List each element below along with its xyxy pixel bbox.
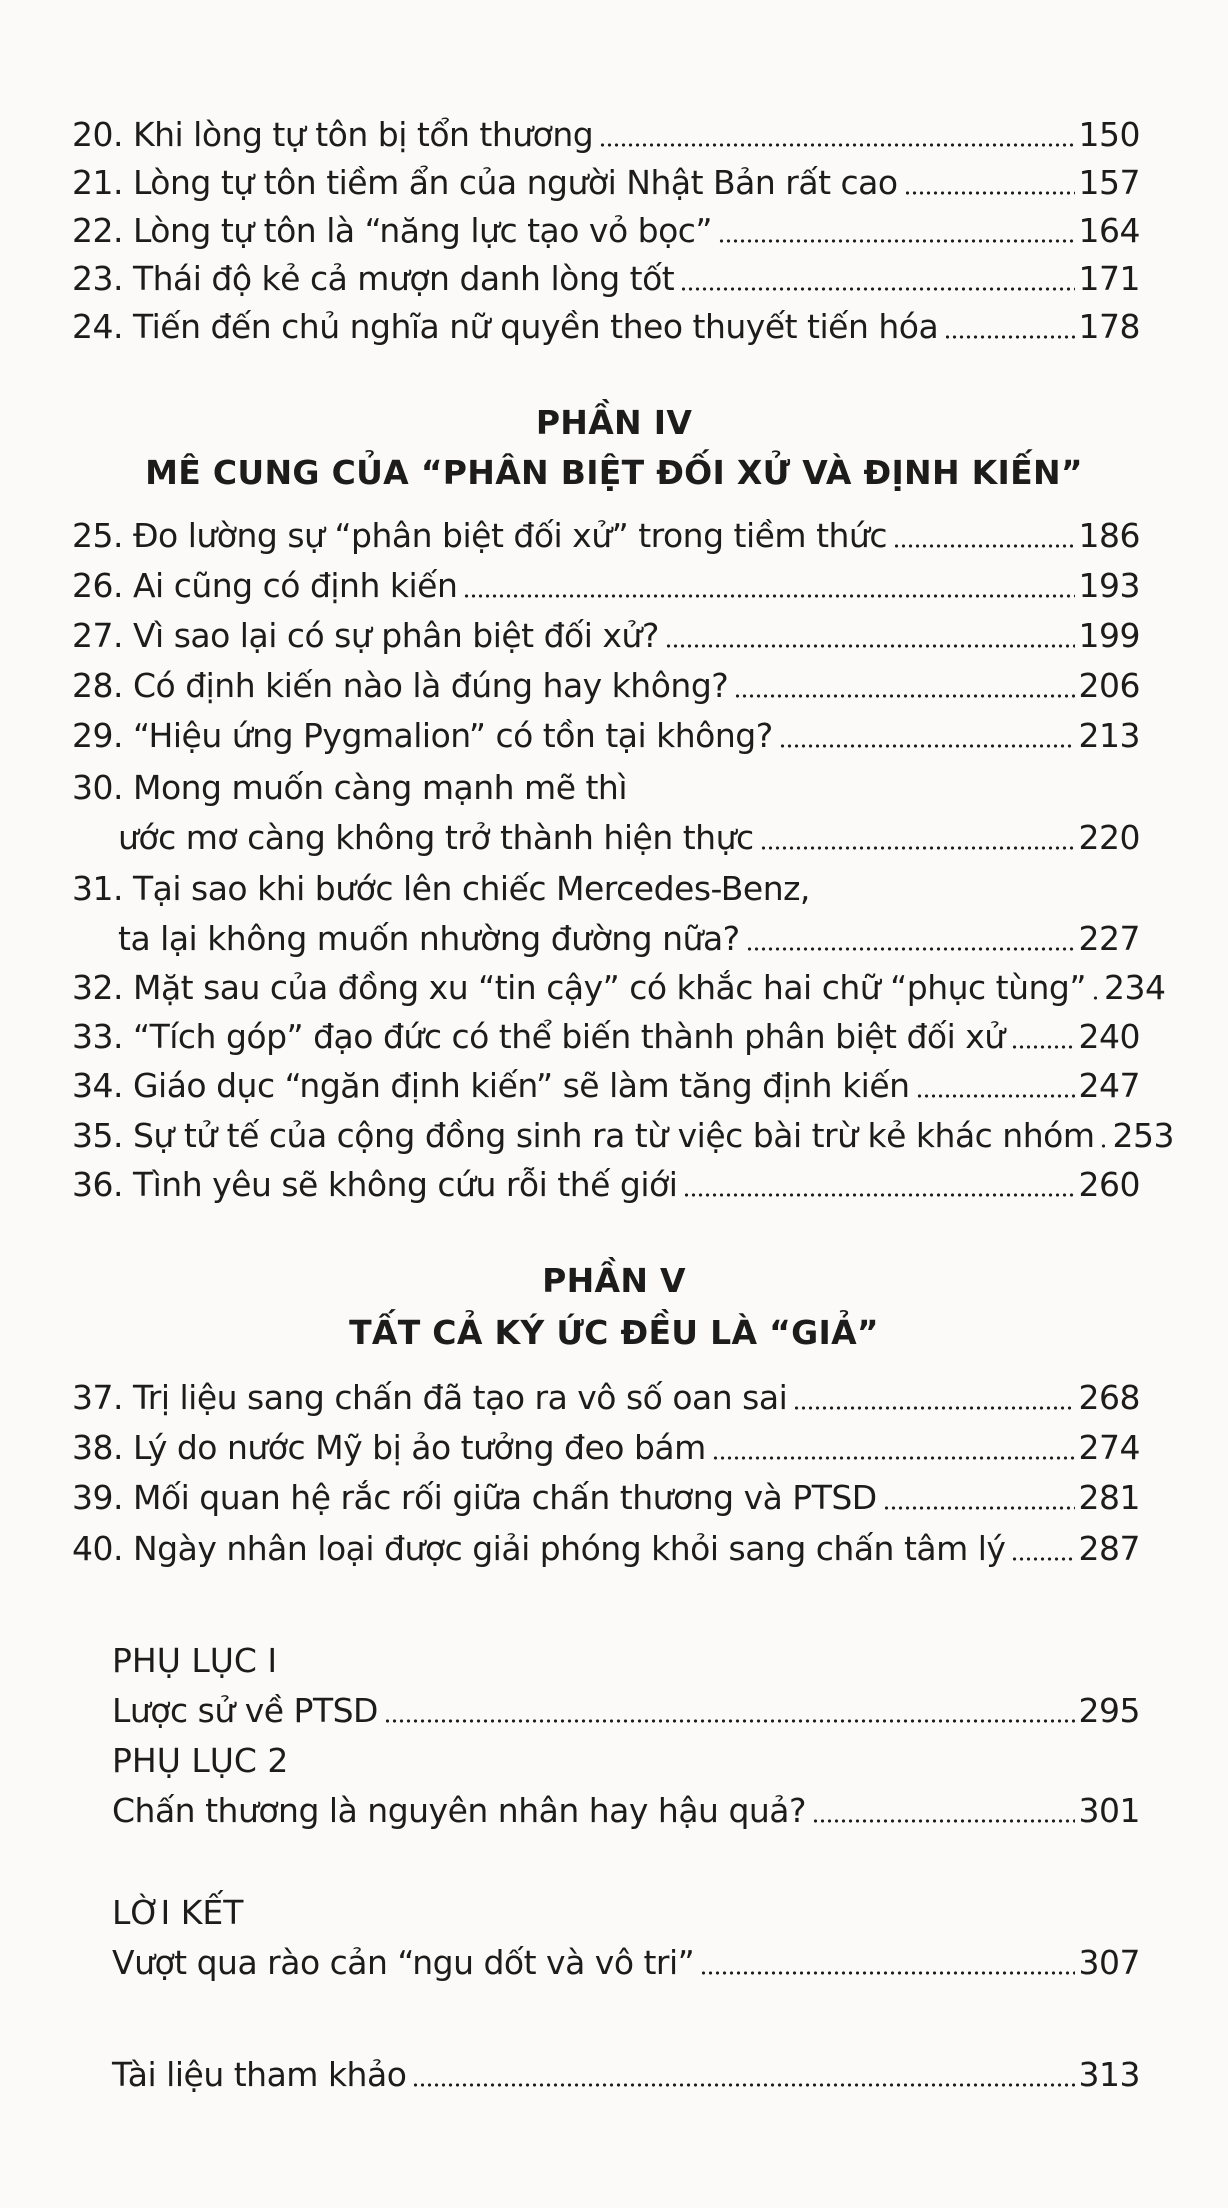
toc-entry-page: 213 <box>1078 716 1140 755</box>
leader-dots <box>812 1819 1074 1823</box>
toc-entry-title: 38. Lý do nước Mỹ bị ảo tưởng đeo bám <box>72 1428 706 1467</box>
toc-entry-title: 20. Khi lòng tự tôn bị tổn thương <box>72 115 594 154</box>
toc-entry-page: 247 <box>1078 1066 1140 1105</box>
toc-entry-title: 32. Mặt sau của đồng xu “tin cậy” có khắc hai chữ “phục tùng” <box>72 968 1086 1007</box>
toc-entry <box>72 965 1166 1011</box>
toc-entry-title: 27. Vì sao lại có sự phân biệt đối xử? <box>72 616 659 655</box>
toc-entry-page: 164 <box>1078 211 1140 250</box>
leader-dots <box>1092 996 1100 1000</box>
toc-entry <box>72 1425 1140 1471</box>
toc-entry-page: 287 <box>1078 1529 1140 1568</box>
toc-entry-page: 260 <box>1078 1165 1140 1204</box>
toc-entry-page: 281 <box>1078 1478 1140 1517</box>
toc-entry-title: 37. Trị liệu sang chấn đã tạo ra vô số oan sai <box>72 1378 788 1417</box>
part-heading: PHẦN V <box>542 1261 686 1300</box>
leader-dots <box>904 191 1075 195</box>
leader-dots <box>944 335 1074 339</box>
toc-entry-title: 40. Ngày nhân loại được giải phóng khỏi sang chấn tâm lý <box>72 1529 1006 1568</box>
epilogue-label: LỜI KẾT <box>112 1893 244 1932</box>
toc-entry-title: 22. Lòng tự tôn là “năng lực tạo vỏ bọc” <box>72 211 712 250</box>
toc-entry <box>72 1014 1140 1060</box>
toc-entry-page: 157 <box>1078 163 1140 202</box>
leader-dots <box>760 846 1075 850</box>
toc-entry-title: 23. Thái độ kẻ cả mượn danh lòng tốt <box>72 259 675 298</box>
toc-entry <box>112 2052 1140 2098</box>
toc-entry-title-continued: ước mơ càng không trở thành hiện thực <box>118 818 754 857</box>
toc-entry-page: 150 <box>1078 115 1140 154</box>
toc-entry-page: 178 <box>1078 307 1140 346</box>
leader-dots <box>1011 1045 1075 1049</box>
toc-entry-page: 313 <box>1078 2055 1140 2094</box>
appendix-label: PHỤ LỤC 2 <box>112 1741 289 1780</box>
toc-entry <box>72 304 1140 350</box>
toc-entry-title: 24. Tiến đến chủ nghĩa nữ quyền theo thuyết tiến hóa <box>72 307 939 346</box>
toc-entry <box>72 1526 1140 1572</box>
toc-entry <box>112 1788 1140 1834</box>
part-title: MÊ CUNG CỦA “PHÂN BIỆT ĐỐI XỬ VÀ ĐỊNH KIẾN” <box>145 453 1083 492</box>
toc-entry <box>72 256 1140 302</box>
leader-dots <box>1100 1144 1108 1148</box>
leader-dots <box>665 644 1075 648</box>
appendix-label: PHỤ LỤC I <box>112 1641 278 1680</box>
toc-entry <box>72 1375 1140 1421</box>
toc-entry-page: 301 <box>1078 1791 1140 1830</box>
toc-entry <box>72 160 1140 206</box>
toc-entry <box>72 563 1140 609</box>
toc-entry <box>112 1688 1140 1734</box>
toc-entry <box>72 1162 1140 1208</box>
toc-entry-page: 268 <box>1078 1378 1140 1417</box>
toc-entry-page: 220 <box>1078 818 1140 857</box>
leader-dots <box>712 1456 1075 1460</box>
leader-dots <box>893 544 1075 548</box>
toc-entry-title: 35. Sự tử tế của cộng đồng sinh ra từ việc bài trừ kẻ khác nhóm <box>72 1116 1095 1155</box>
leader-dots <box>734 694 1074 698</box>
toc-entry-title: 36. Tình yêu sẽ không cứu rỗi thế giới <box>72 1165 678 1204</box>
toc-entry-page: 253 <box>1112 1116 1174 1155</box>
toc-entry-title: Tài liệu tham khảo <box>112 2055 407 2094</box>
toc-entry-title: 39. Mối quan hệ rắc rối giữa chấn thương và PTSD <box>72 1478 877 1517</box>
leader-dots <box>463 594 1074 598</box>
toc-entry-title: 33. “Tích góp” đạo đức có thể biến thành phân biệt đối xử <box>72 1017 1005 1056</box>
toc-entry <box>72 208 1140 254</box>
toc-entry-page: 240 <box>1078 1017 1140 1056</box>
leader-dots <box>680 287 1074 291</box>
part-title: TẤT CẢ KÝ ỨC ĐỀU LÀ “GIẢ” <box>349 1313 879 1352</box>
toc-entry <box>72 1113 1174 1159</box>
toc-entry-title: 21. Lòng tự tôn tiềm ẩn của người Nhật Bản rất cao <box>72 163 898 202</box>
toc-entry-title: 25. Đo lường sự “phân biệt đối xử” trong tiềm thức <box>72 516 887 555</box>
toc-entry-page: 234 <box>1103 968 1166 1007</box>
toc-entry-title: Chấn thương là nguyên nhân hay hậu quả? <box>112 1791 807 1830</box>
leader-dots <box>384 1719 1075 1723</box>
toc-entry <box>72 112 1140 158</box>
leader-dots <box>718 239 1075 243</box>
toc-entry <box>72 713 1140 759</box>
leader-dots <box>412 2083 1074 2087</box>
leader-dots <box>746 947 1075 951</box>
leader-dots <box>599 143 1074 147</box>
toc-entry-page: 186 <box>1078 516 1140 555</box>
leader-dots <box>916 1094 1075 1098</box>
toc-entry-page: 274 <box>1078 1428 1140 1467</box>
leader-dots <box>683 1193 1074 1197</box>
toc-entry-page: 295 <box>1078 1691 1140 1730</box>
toc-entry-title: 31. Tại sao khi bước lên chiếc Mercedes-Benz, <box>72 869 810 908</box>
toc-entry <box>72 1475 1140 1521</box>
toc-entry-page: 307 <box>1078 1943 1140 1982</box>
toc-entry-title: 30. Mong muốn càng mạnh mẽ thì <box>72 768 628 807</box>
toc-entry <box>118 815 1140 861</box>
toc-entry <box>72 663 1140 709</box>
leader-dots <box>883 1506 1075 1510</box>
toc-entry-title-continued: ta lại không muốn nhường đường nữa? <box>118 919 740 958</box>
toc-entry-title: 28. Có định kiến nào là đúng hay không? <box>72 666 729 705</box>
leader-dots <box>700 1971 1074 1975</box>
toc-entry-title: 34. Giáo dục “ngăn định kiến” sẽ làm tăng định kiến <box>72 1066 910 1105</box>
toc-entry <box>72 613 1140 659</box>
toc-entry-page: 227 <box>1078 919 1140 958</box>
part-heading: PHẦN IV <box>535 403 693 442</box>
leader-dots <box>779 744 1075 748</box>
toc-entry <box>112 1940 1140 1986</box>
toc-entry-page: 193 <box>1078 566 1140 605</box>
toc-entry <box>118 916 1140 962</box>
leader-dots <box>793 1406 1074 1410</box>
toc-entry-page: 206 <box>1078 666 1140 705</box>
toc-entry <box>72 513 1140 559</box>
toc-entry-page: 171 <box>1078 259 1140 298</box>
toc-entry-title: 26. Ai cũng có định kiến <box>72 566 458 605</box>
toc-entry-title: 29. “Hiệu ứng Pygmalion” có tồn tại không? <box>72 716 773 755</box>
toc-entry <box>72 1063 1140 1109</box>
toc-entry-page: 199 <box>1078 616 1140 655</box>
toc-entry-title: Vượt qua rào cản “ngu dốt và vô tri” <box>112 1943 695 1982</box>
leader-dots <box>1011 1557 1074 1561</box>
toc-entry-title: Lược sử về PTSD <box>112 1691 378 1730</box>
